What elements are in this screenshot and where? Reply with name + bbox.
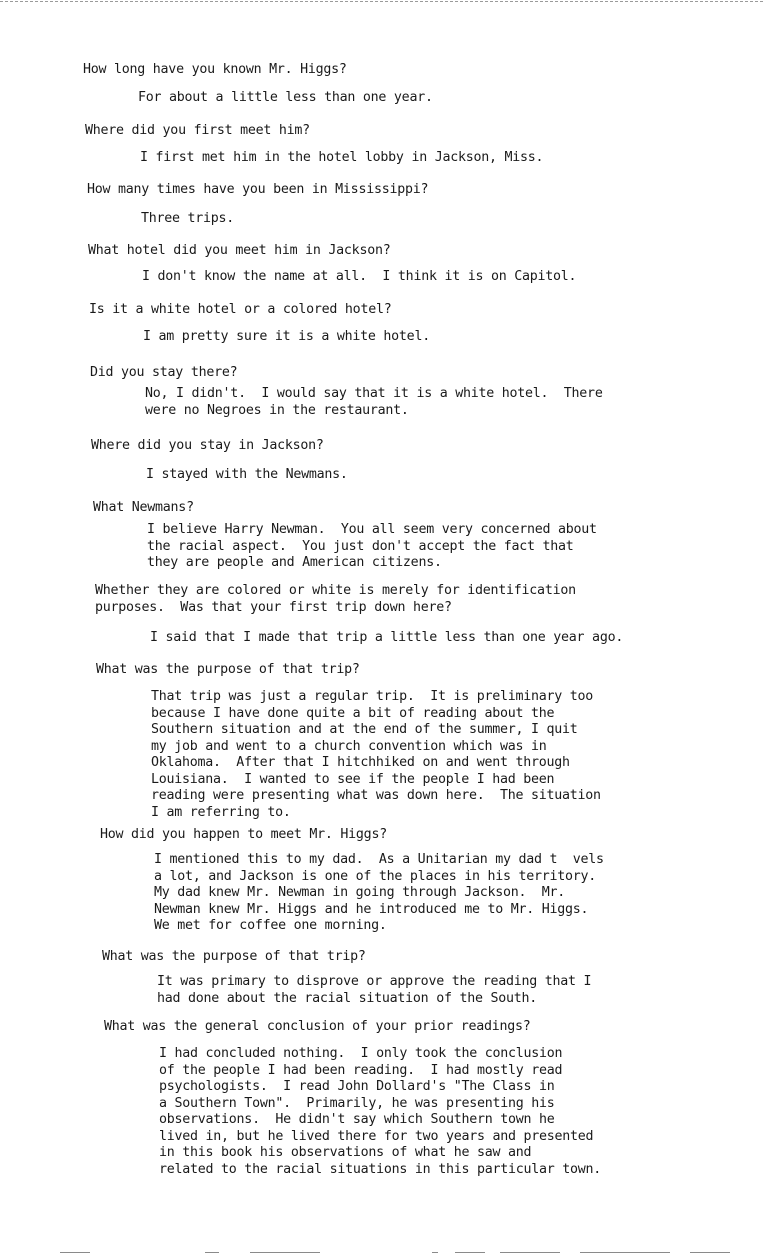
question-13: What was the general conclusion of your prior readings? bbox=[104, 1019, 531, 1034]
answer-1: For about a little less than one year. bbox=[138, 90, 433, 105]
question-12: What was the purpose of that trip? bbox=[102, 949, 366, 964]
question-5: Is it a white hotel or a colored hotel? bbox=[89, 302, 392, 317]
answer-10: That trip was just a regular trip. It is preliminary too because I have done quite a bit of reading about the Southern situation and at the end of the summer, I quit my job and went to a church convention which was in Oklahoma. After that I hitchhiked on and went through Louisiana. I wanted to see if the people I had been reading were presenting what was down here. The situation I am referring to. bbox=[151, 689, 601, 820]
question-9: Whether they are colored or white is merely for identification purposes. Was that your first trip down here? bbox=[95, 583, 576, 615]
question-10: What was the purpose of that trip? bbox=[96, 662, 360, 677]
question-4: What hotel did you meet him in Jackson? bbox=[88, 243, 391, 258]
answer-13: I had concluded nothing. I only took the conclusion of the people I had been reading. I had mostly read psychologists. I read John Dollard's "The Class in a Southern Town". Primarily, he was presenting his observations. He didn't say which Southern town he lived in, but he lived there for two years and presented in this book his observations of what he saw and related to the racial situations in this particular town. bbox=[159, 1046, 602, 1177]
question-7: Where did you stay in Jackson? bbox=[91, 438, 324, 453]
answer-5: I am pretty sure it is a white hotel. bbox=[143, 329, 430, 344]
answer-9: I said that I made that trip a little less than one year ago. bbox=[150, 630, 624, 645]
answer-4: I don't know the name at all. I think it is on Capitol. bbox=[142, 269, 577, 284]
answer-3: Three trips. bbox=[141, 211, 235, 226]
question-8: What Newmans? bbox=[93, 500, 194, 515]
question-2: Where did you first meet him? bbox=[85, 123, 310, 138]
answer-2: I first met him in the hotel lobby in Jackson, Miss. bbox=[140, 150, 544, 165]
answer-8: I believe Harry Newman. You all seem very concerned about the racial aspect. You just don't accept the fact that they are people and American citizens. bbox=[147, 522, 597, 570]
question-1: How long have you known Mr. Higgs? bbox=[83, 62, 347, 77]
question-3: How many times have you been in Mississippi? bbox=[87, 182, 429, 197]
answer-11: I mentioned this to my dad. As a Unitarian my dad t vels a lot, and Jackson is one of the places in his territory. My dad knew Mr. Newman in going through Jackson. Mr. Newman knew Mr. Higgs and he introduced me to Mr. Higgs. We met for coffee one morning. bbox=[154, 852, 604, 933]
bottom-scan-marks bbox=[60, 1252, 760, 1254]
question-11: How did you happen to meet Mr. Higgs? bbox=[100, 827, 387, 842]
question-6: Did you stay there? bbox=[90, 365, 238, 380]
answer-6: No, I didn't. I would say that it is a white hotel. There were no Negroes in the restaurant. bbox=[145, 386, 603, 418]
answer-7: I stayed with the Newmans. bbox=[146, 467, 348, 482]
answer-12: It was primary to disprove or approve the reading that I had done about the racial situation of the South. bbox=[157, 974, 592, 1006]
